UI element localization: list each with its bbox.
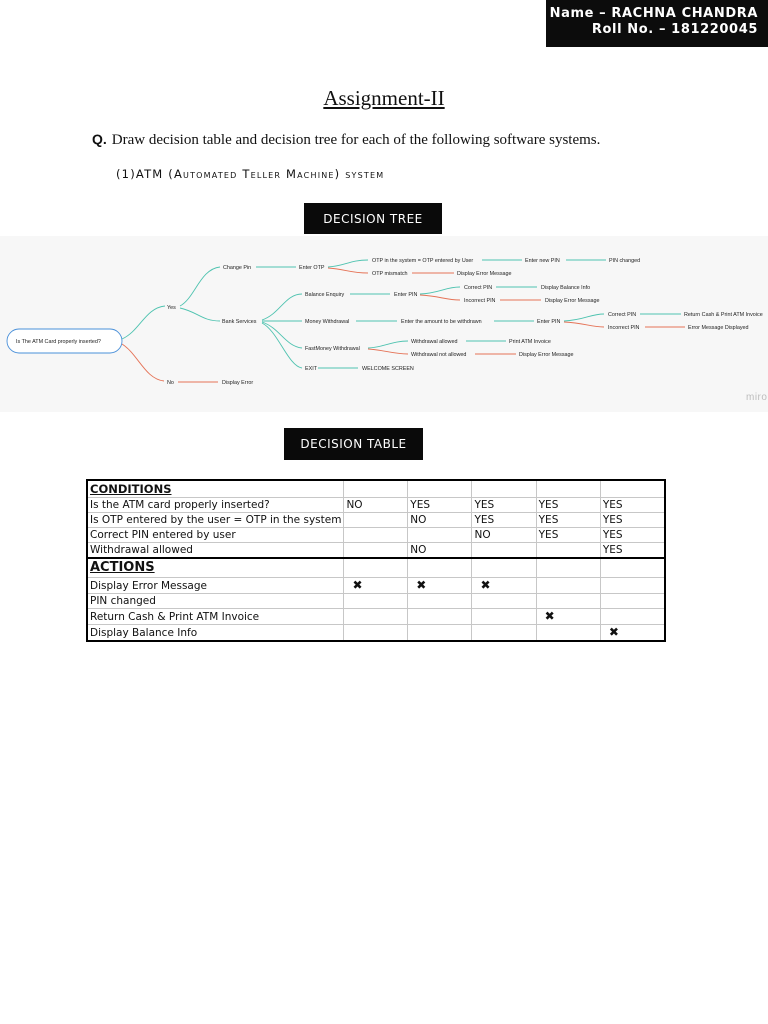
action-cell xyxy=(408,625,472,642)
page-title: Assignment-II xyxy=(323,86,445,110)
condition-value: YES xyxy=(600,543,665,559)
edge-enterpin-correct xyxy=(420,287,460,294)
tree-labels xyxy=(16,258,767,403)
edge-otp-match xyxy=(328,260,368,267)
action-label: PIN changed xyxy=(87,594,344,609)
table-cell xyxy=(472,480,536,498)
cross-mark-icon: ✖ xyxy=(480,578,491,592)
condition-value xyxy=(536,543,600,559)
student-name: Name – RACHNA CHANDRA xyxy=(549,6,758,21)
condition-value xyxy=(344,543,408,559)
node-yes: Yes xyxy=(167,305,176,311)
condition-row xyxy=(87,498,665,513)
action-cell xyxy=(408,594,472,609)
node-root: Is The ATM Card properly inserted? xyxy=(16,339,101,345)
edge-bank-exit xyxy=(262,323,302,368)
edge-enterpin2-correct xyxy=(564,314,604,321)
condition-row xyxy=(87,543,665,559)
condition-label: Is the ATM card properly inserted? xyxy=(87,498,344,513)
condition-value: YES xyxy=(600,498,665,513)
node-enter-pin-2: Enter PIN xyxy=(537,319,561,325)
node-enter-otp: Enter OTP xyxy=(299,265,325,271)
table-cell xyxy=(344,480,408,498)
action-row xyxy=(87,609,665,625)
edge-enterpin2-incorrect xyxy=(564,322,604,327)
table-cell xyxy=(408,480,472,498)
action-cell xyxy=(472,594,536,609)
decision-tree-svg xyxy=(0,236,768,412)
node-bank-services: Bank Services xyxy=(222,319,257,325)
question-text: Draw decision table and decision tree for each of the following software systems. xyxy=(111,132,601,148)
node-return-cash: Return Cash & Print ATM Invoice xyxy=(684,312,763,318)
student-info-box xyxy=(546,0,768,47)
table-cell xyxy=(408,558,472,578)
condition-value: YES xyxy=(600,513,665,528)
cross-mark-icon: ✖ xyxy=(608,625,619,639)
condition-value: NO xyxy=(408,543,472,559)
condition-value: YES xyxy=(408,498,472,513)
edge-root-no xyxy=(122,344,164,381)
action-cell xyxy=(344,578,408,594)
sub-question: (1)ATM (Automated Teller Machine) system xyxy=(116,167,385,181)
node-print-invoice: Print ATM Invoice xyxy=(509,339,551,345)
cross-mark-icon: ✖ xyxy=(416,578,427,592)
decision-table xyxy=(86,479,666,642)
node-no: No xyxy=(167,380,174,386)
condition-value: YES xyxy=(536,513,600,528)
node-otp-error: Display Error Message xyxy=(457,271,512,277)
condition-value xyxy=(472,543,536,559)
condition-value xyxy=(408,528,472,543)
action-cell xyxy=(472,609,536,625)
action-label: Display Balance Info xyxy=(87,625,344,642)
node-pin-changed: PIN changed xyxy=(609,258,641,264)
condition-value: NO xyxy=(344,498,408,513)
node-withdrawal-allowed: Withdrawal allowed xyxy=(411,339,458,345)
decision-table-heading: DECISION TABLE xyxy=(284,428,423,460)
action-cell xyxy=(472,578,536,594)
edge-bank-fast xyxy=(262,322,302,348)
condition-value: YES xyxy=(472,498,536,513)
node-incorrect-pin-2: Incorrect PIN xyxy=(608,325,640,331)
action-row xyxy=(87,594,665,609)
action-cell xyxy=(344,594,408,609)
action-cell xyxy=(536,609,600,625)
actions-header-row xyxy=(87,558,665,578)
condition-row xyxy=(87,528,665,543)
node-welcome: WELCOME SCREEN xyxy=(362,366,414,372)
edge-yes-changepin xyxy=(180,267,220,306)
node-money-withdrawal: Money Withdrawal xyxy=(305,319,350,325)
action-cell xyxy=(536,578,600,594)
action-cell xyxy=(600,609,665,625)
node-enter-new-pin: Enter new PIN xyxy=(525,258,560,264)
node-change-pin: Change Pin xyxy=(223,265,252,271)
condition-label: Correct PIN entered by user xyxy=(87,528,344,543)
action-cell xyxy=(472,625,536,642)
node-otp-mismatch: OTP mismatch xyxy=(372,271,408,277)
edge-bank-balance xyxy=(262,294,302,320)
condition-row xyxy=(87,513,665,528)
node-fastmoney: FastMoney Withdrawal xyxy=(305,346,360,352)
table-cell xyxy=(536,558,600,578)
table-cell xyxy=(536,480,600,498)
node-correct-pin-1: Correct PIN xyxy=(464,285,493,291)
table-cell xyxy=(600,480,665,498)
action-cell xyxy=(536,625,600,642)
actions-header: ACTIONS xyxy=(87,558,344,578)
edge-enterpin-incorrect xyxy=(420,295,460,300)
action-cell xyxy=(600,578,665,594)
edge-fast-allowed xyxy=(368,341,408,348)
condition-value: YES xyxy=(536,498,600,513)
condition-label: Withdrawal allowed xyxy=(87,543,344,559)
action-label: Return Cash & Print ATM Invoice xyxy=(87,609,344,625)
question-label: Q. xyxy=(92,131,107,147)
action-row xyxy=(87,625,665,642)
action-cell xyxy=(344,609,408,625)
node-enter-amount: Enter the amount to be withdrawn xyxy=(401,319,482,325)
node-enter-pin-1: Enter PIN xyxy=(394,292,418,298)
table-cell xyxy=(600,558,665,578)
node-display-error: Display Error xyxy=(222,380,254,386)
condition-value: YES xyxy=(472,513,536,528)
edge-root-yes xyxy=(122,306,165,339)
node-error-displayed: Error Message Displayed xyxy=(688,325,749,331)
node-otp-match: OTP in the system = OTP entered by User xyxy=(372,258,474,264)
action-cell xyxy=(536,594,600,609)
node-correct-pin-2: Correct PIN xyxy=(608,312,637,318)
conditions-header-row xyxy=(87,480,665,498)
edge-fast-notallowed xyxy=(368,349,408,354)
question xyxy=(92,131,600,149)
condition-value: NO xyxy=(472,528,536,543)
node-balance-error: Display Error Message xyxy=(545,298,600,304)
cross-mark-icon: ✖ xyxy=(352,578,363,592)
table-cell xyxy=(472,558,536,578)
cross-mark-icon: ✖ xyxy=(544,609,555,623)
condition-value xyxy=(344,528,408,543)
decision-tree-diagram xyxy=(0,236,768,412)
table-cell xyxy=(344,558,408,578)
node-withdrawal-not-allowed: Withdrawal not allowed xyxy=(411,352,467,358)
condition-value: YES xyxy=(600,528,665,543)
action-row xyxy=(87,578,665,594)
node-fast-error: Display Error Message xyxy=(519,352,574,358)
condition-value: YES xyxy=(536,528,600,543)
node-incorrect-pin-1: Incorrect PIN xyxy=(464,298,496,304)
edge-yes-bank xyxy=(180,308,220,321)
condition-label: Is OTP entered by the user = OTP in the system xyxy=(87,513,344,528)
node-exit: EXIT xyxy=(305,366,317,372)
edge-otp-mismatch xyxy=(328,268,368,273)
action-label: Display Error Message xyxy=(87,578,344,594)
conditions-header: CONDITIONS xyxy=(87,480,344,498)
condition-value: NO xyxy=(408,513,472,528)
action-cell xyxy=(344,625,408,642)
action-cell xyxy=(600,625,665,642)
action-cell xyxy=(600,594,665,609)
node-balance-enquiry: Balance Enquiry xyxy=(305,292,345,298)
action-cell xyxy=(408,609,472,625)
condition-value xyxy=(344,513,408,528)
miro-watermark: miro xyxy=(746,392,768,403)
action-cell xyxy=(408,578,472,594)
decision-tree-heading: DECISION TREE xyxy=(304,203,442,234)
node-display-balance: Display Balance Info xyxy=(541,285,591,291)
roll-number: Roll No. – 181220045 xyxy=(591,22,758,37)
